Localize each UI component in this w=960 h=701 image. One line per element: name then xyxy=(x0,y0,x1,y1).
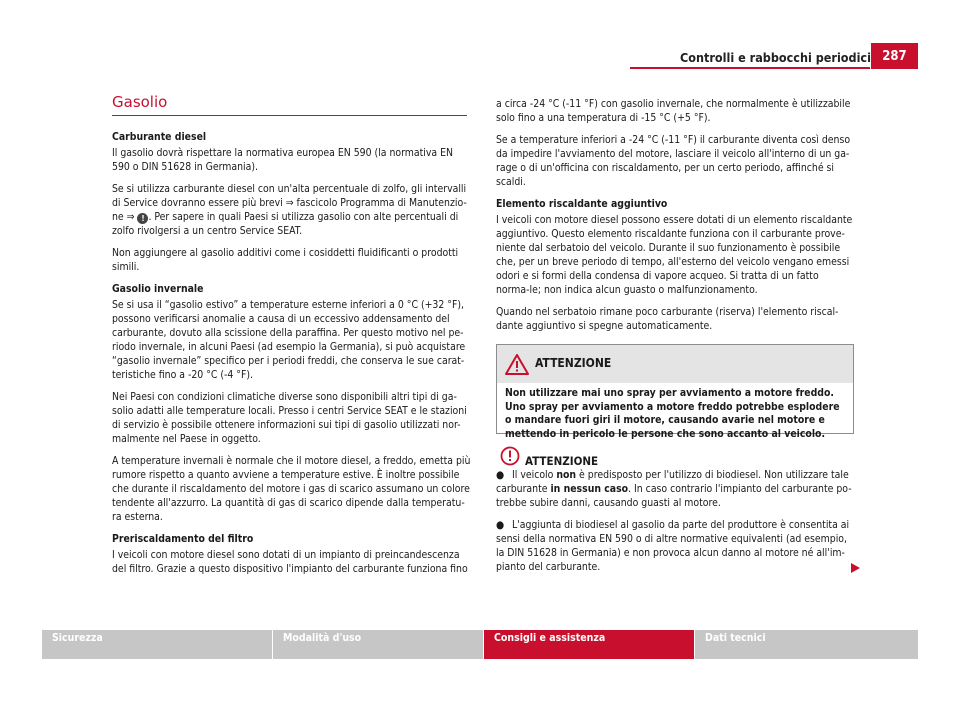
page-number: 287 xyxy=(871,43,918,69)
section-rule xyxy=(112,115,467,116)
header-title: Controlli e rabbocchi periodici xyxy=(680,50,871,65)
footer-tab-safety[interactable]: Sicurezza xyxy=(42,630,272,659)
paragraph-text: . Per sapere in quali Paesi si utilizza gasolio con alte percentuali di zolfo rivolgersi a un centro Service SEAT. xyxy=(112,211,459,237)
note-title: ATTENZIONE xyxy=(525,454,599,468)
footer-tab-technical[interactable]: Dati tecnici xyxy=(695,630,918,659)
section-title: Gasolio xyxy=(112,93,168,111)
paragraph: I veicoli con motore diesel sono dotati di un impianto di preincandescenza del filtro. Grazie a questo dispositivo l'impianto del carburante funziona fino xyxy=(112,549,468,575)
note-header xyxy=(496,446,854,468)
note-emphasis: in nessun caso xyxy=(550,483,629,495)
bullet-icon: ● xyxy=(496,519,505,531)
note-text: Il veicolo xyxy=(512,469,557,481)
paragraph: Non aggiungere al gasolio additivi come i cosiddetti fluidificanti o prodotti simili. xyxy=(112,247,459,273)
exclamation-circle-icon xyxy=(500,446,520,466)
continue-arrow-icon xyxy=(851,563,860,573)
note-block xyxy=(496,446,854,582)
subheading-heater: Elemento riscaldante aggiuntivo xyxy=(496,198,668,210)
warning-title: ATTENZIONE xyxy=(535,356,612,370)
paragraph: Nei Paesi con condizioni climatiche diverse sono disponibili altri tipi di ga-solio adatti alle temperature locali. Presso i centri Service SEAT e le stazioni di servizio è possibile ottenere informazioni sui tipi di gasolio utilizzati nor-malmente nel Paese in oggetto. xyxy=(112,391,467,445)
header-rule xyxy=(630,67,870,69)
note-bullet xyxy=(496,468,854,510)
paragraph: A temperature invernali è normale che il motore diesel, a freddo, emetta più rumore rispetto a quanto avviene a temperature estive. È inoltre possibile che durante il riscaldamento del motore i gas di scarico assumano un colore tendente all'azzurro. La quantità di gas di scarico dipende dalla temperatu-ra esterna. xyxy=(112,455,471,523)
note-emphasis: non xyxy=(556,469,577,481)
note-bullet xyxy=(496,518,854,574)
warning-header xyxy=(497,345,853,383)
paragraph: Se a temperature inferiori a -24 °C (-11 °F) il carburante diventa così denso da impedire l'avviamento del motore, lasciare il veicolo all'interno di un ga-rage o di un'officina con riscaldamento, per un certo periodo, affinché si scaldi. xyxy=(496,134,851,188)
paragraph-sulfur xyxy=(112,182,472,238)
warning-text: Non utilizzare mai uno spray per avviamento a motore freddo. Uno spray per avviamento a motore freddo potrebbe esplodere o mandare fuori giri il motore, causando avarie nel motore e mettendo in pericolo le persone che sono accanto al veicolo. xyxy=(505,387,840,440)
paragraph-text: Se si utilizza carburante diesel con un'alta percentuale di zolfo, gli intervalli di Service dovranno essere più brevi ⇒ fascicolo Programma di Manutenzio-ne ⇒ xyxy=(112,183,467,223)
paragraph: Il gasolio dovrà rispettare la normativa europea EN 590 (la normativa EN 590 o DIN 51628 in Germania). xyxy=(112,147,454,173)
right-column xyxy=(496,97,854,341)
footer-tab-advice[interactable]: Consigli e assistenza xyxy=(484,630,694,659)
paragraph: Se si usa il “gasolio estivo” a temperature esterne inferiori a 0 °C (+32 °F), possono verificarsi anomalie a causa di un eccessivo addensamento del carburante, dovuto alla scissione della paraffina. Per questo motivo nel pe-riodo invernale, in alcuni Paesi (ad esempio la Germania), si può acquistare “gasolio invernale” specifico per i periodi freddi, che conserva le sue carat-teristiche fino a -20 °C (-4 °F). xyxy=(112,299,466,381)
left-column xyxy=(112,95,472,584)
subheading-winter: Gasolio invernale xyxy=(112,283,204,295)
paragraph: a circa -24 °C (-11 °F) con gasolio invernale, che normalmente è utilizzabile solo fino a una temperatura di -15 °C (+5 °F). xyxy=(496,98,851,124)
paragraph: Quando nel serbatoio rimane poco carburante (riserva) l'elemento riscal-dante aggiuntivo si spegne automaticamente. xyxy=(496,306,839,332)
caution-icon: ! xyxy=(137,213,148,224)
warning-triangle-icon xyxy=(505,354,529,375)
footer-tab-usage[interactable]: Modalità d'uso xyxy=(273,630,483,659)
subheading-diesel: Carburante diesel xyxy=(112,131,207,143)
warning-box xyxy=(496,344,854,440)
paragraph: I veicoli con motore diesel possono essere dotati di un elemento riscaldante aggiuntivo. Questo elemento riscaldante funziona con il carburante prove-niente dal serbatoio del veicolo. Durante il suo funzionamento è possibile che, per un breve periodo di tempo, all'esterno del veicolo vengano emessi odori e si formi della condensa di vapore acqueo. Si tratta di un fatto norma-le; non indica alcun guasto o malfunzionamento. xyxy=(496,214,853,296)
bullet-icon: ● xyxy=(496,469,505,481)
note-text: è predisposto per l'utilizzo di biodiesel. Non utilizzare tale carburante xyxy=(496,469,849,495)
subheading-filter: Preriscaldamento del filtro xyxy=(112,533,254,545)
note-text: . In caso contrario l'impianto del carburante po-trebbe subire danni, causando guasti al motore. xyxy=(496,483,852,509)
note-text: L'aggiunta di biodiesel al gasolio da parte del produttore è consentita ai sensi della normativa EN 590 o di altre normative equivalenti (ad esempio, la DIN 51628 in Germania) e non provoca alcun danno al motore né all'im-pianto del carburante. xyxy=(496,519,850,573)
